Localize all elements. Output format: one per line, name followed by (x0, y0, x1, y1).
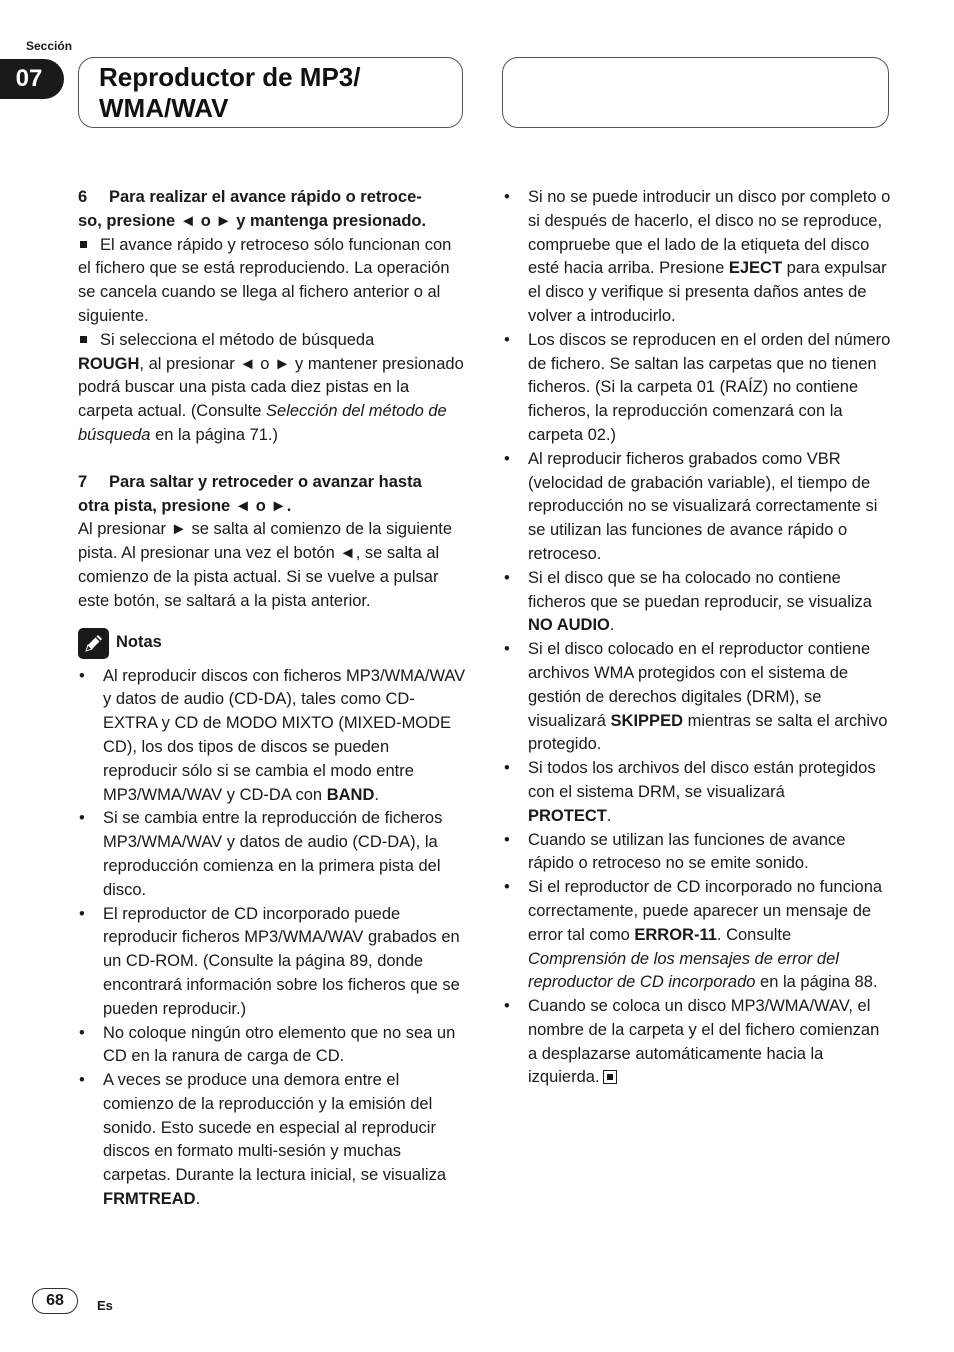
note-item (503, 876, 893, 995)
step-6-item-2-text-b: , al presionar ◄ o ► y mantener presionado podrá buscar una pista cada diez pistas en la carpeta actual. (Consulte (78, 354, 464, 421)
step-6-item-2-text-c: en la página 71.) (150, 425, 279, 444)
right-note-1-bold: EJECT (728, 259, 783, 278)
right-note-4-text-a: Si el disco que se ha colocado no contiene ficheros que se puedan reproducir, se visualiza (528, 568, 872, 611)
note-item (503, 567, 893, 638)
note-1-text-a: Al reproducir discos con ficheros MP3/WMA/WAV y datos de audio (CD-DA), tales como CD-EXTRA y CD de MODO MIXTO (MIXED-MODE CD), los dos tipos de discos se pueden reproducir sólo si se cambia el modo entre MP3/WMA/WAV y CD-DA con (103, 666, 466, 804)
right-note-2-text: Los discos se reproducen en el orden del número de fichero. Se saltan las carpetas que no tienen ficheros. (Si la carpeta 01 (RAÍZ) no contiene ficheros, la reproducción comenzará con la carpeta 02.) (528, 330, 891, 444)
step-6-heading (78, 186, 468, 234)
note-5-text-b: . (195, 1190, 201, 1209)
step-7-heading-line2: otra pista, presione ◄ o ►. (78, 496, 292, 515)
note-5-bold: FRMTREAD (103, 1190, 196, 1209)
step-6-heading-line2: so, presione ◄ o ► y mantenga presionado. (78, 211, 427, 230)
right-note-4-text-b: . (609, 616, 615, 635)
right-note-8-text-b: . Consulte (716, 925, 792, 944)
note-item (78, 903, 468, 1022)
right-note-9-text: Cuando se coloca un disco MP3/WMA/WAV, el nombre de la carpeta y el del fichero comienzan a desplazarse automáticamente hacia la izquierda. (528, 997, 880, 1087)
step-6-item-2-bold: ROUGH (78, 354, 140, 373)
right-note-7-text: Cuando se utilizan las funciones de avance rápido o retroceso no se emite sonido. (528, 830, 846, 873)
right-note-8-text-c: en la página 88. (755, 973, 878, 992)
note-item (503, 757, 893, 828)
step-6-item-1 (78, 234, 468, 329)
note-item (503, 448, 893, 567)
chapter-title (99, 62, 462, 124)
note-3-text: El reproductor de CD incorporado puede reproducir ficheros MP3/WMA/WAV grabados en un CD-ROM. (Consulte la página 89, donde encontrará información sobre los ficheros que se pueden reproducir.) (103, 904, 460, 1018)
note-item (503, 638, 893, 757)
notes-title: Notas (116, 633, 162, 652)
section-label: Sección (26, 39, 73, 53)
step-7-heading (78, 471, 468, 519)
right-note-6-text-a: Si todos los archivos del disco están protegidos con el sistema DRM, se visualizará (528, 759, 876, 801)
section-number-badge: 07 (0, 59, 64, 99)
right-notes-list (503, 186, 893, 1090)
note-item (503, 829, 893, 877)
right-note-8-reference: Comprensión de los mensajes de error del reproductor de CD incorporado (528, 949, 839, 992)
note-4-text: No coloque ningún otro elemento que no sea un CD en la ranura de carga de CD. (103, 1023, 456, 1066)
note-item (503, 995, 893, 1090)
header-empty-box (502, 57, 889, 128)
right-note-3-text: Al reproducir ficheros grabados como VBR (velocidad de grabación variable), el tiempo de reproducción no se visualizará correctamente si se utilizan las funciones de avance rápido o retroceso. (528, 449, 878, 563)
notes-list (78, 665, 468, 1212)
right-note-1-text-b: para expulsar el disco y verifique si presenta daños antes de volver a introducirlo. (528, 259, 887, 325)
chapter-title-box (78, 57, 463, 128)
step-7-number: 7 (78, 472, 88, 491)
note-item (78, 1022, 468, 1070)
note-item (78, 807, 468, 902)
note-2-text: Si se cambia entre la reproducción de ficheros MP3/WMA/WAV y datos de audio (CD-DA), la reproducción comienza en la primera pista del disco. (103, 809, 443, 899)
right-note-5-text-b: mientras se salta el archivo protegido. (528, 711, 888, 754)
right-note-1-text-a: Si no se puede introducir un disco por completo o si después de hacerlo, el disco no se reproduce, compruebe que el lado de la etiqueta del disco esté hacia arriba. Presione (528, 188, 891, 278)
step-6-item-2 (78, 329, 468, 448)
end-of-section-icon (603, 1070, 617, 1084)
step-7-heading-line1: Para saltar y retroceder o avanzar hasta (109, 472, 422, 491)
step-6-item-1-text: El avance rápido y retroceso sólo funcionan con el fichero que se está reproduciendo. La operación se cancela cuando se llega al fichero anterior o al siguiente. (78, 235, 452, 325)
notes-header (78, 628, 468, 659)
right-note-8-bold: ERROR-11 (634, 925, 717, 944)
language-code: Es (97, 1298, 113, 1313)
note-item (503, 186, 893, 329)
note-item (78, 665, 468, 808)
right-note-4-bold: NO AUDIO (528, 616, 610, 635)
note-item (78, 1069, 468, 1212)
right-note-6-text-b: . (606, 806, 612, 825)
square-bullet-icon (80, 241, 87, 248)
pencil-notes-icon (78, 628, 109, 659)
step-6-item-2-text-a: Si selecciona el método de búsqueda (100, 330, 375, 349)
right-note-5-bold: SKIPPED (610, 711, 683, 730)
note-1-text-b: . (374, 785, 379, 804)
step-6-item-2-reference: Selección del método de búsqueda (78, 402, 447, 444)
right-note-6-bold: PROTECT (528, 806, 607, 825)
chapter-title-line2: WMA/WAV (99, 93, 229, 123)
step-7-body: Al presionar ► se salta al comienzo de la siguiente pista. Al presionar una vez el botón ◄, se salta al comienzo de la pista actual. Si se vuelve a pulsar este botón, se saltará a la pista anterior. (78, 520, 453, 610)
note-1-bold: BAND (326, 785, 375, 804)
page-number: 68 (32, 1288, 78, 1314)
left-column (78, 186, 468, 1212)
right-column (503, 186, 893, 1090)
note-item (503, 329, 893, 448)
right-note-8-text-a: Si el reproductor de CD incorporado no funciona correctamente, puede aparecer un mensaje de error tal como (528, 878, 883, 944)
chapter-title-line1: Reproductor de MP3/ (99, 62, 361, 92)
note-5-text-a: A veces se produce una demora entre el comienzo de la reproducción y la emisión del sonido. Esto sucede en especial al reproducir discos en formato multi-sesión y muchas carpetas. Durante la lectura inicial, se visualiza (103, 1071, 446, 1185)
step-6-heading-line1: Para realizar el avance rápido o retroce- (109, 188, 422, 206)
step-6-number: 6 (78, 188, 88, 206)
square-bullet-icon (80, 336, 87, 343)
right-note-5-text-a: Si el disco colocado en el reproductor contiene archivos WMA protegidos con el sistema de gestión de derechos digitales (DRM), se visualizará (528, 640, 871, 730)
